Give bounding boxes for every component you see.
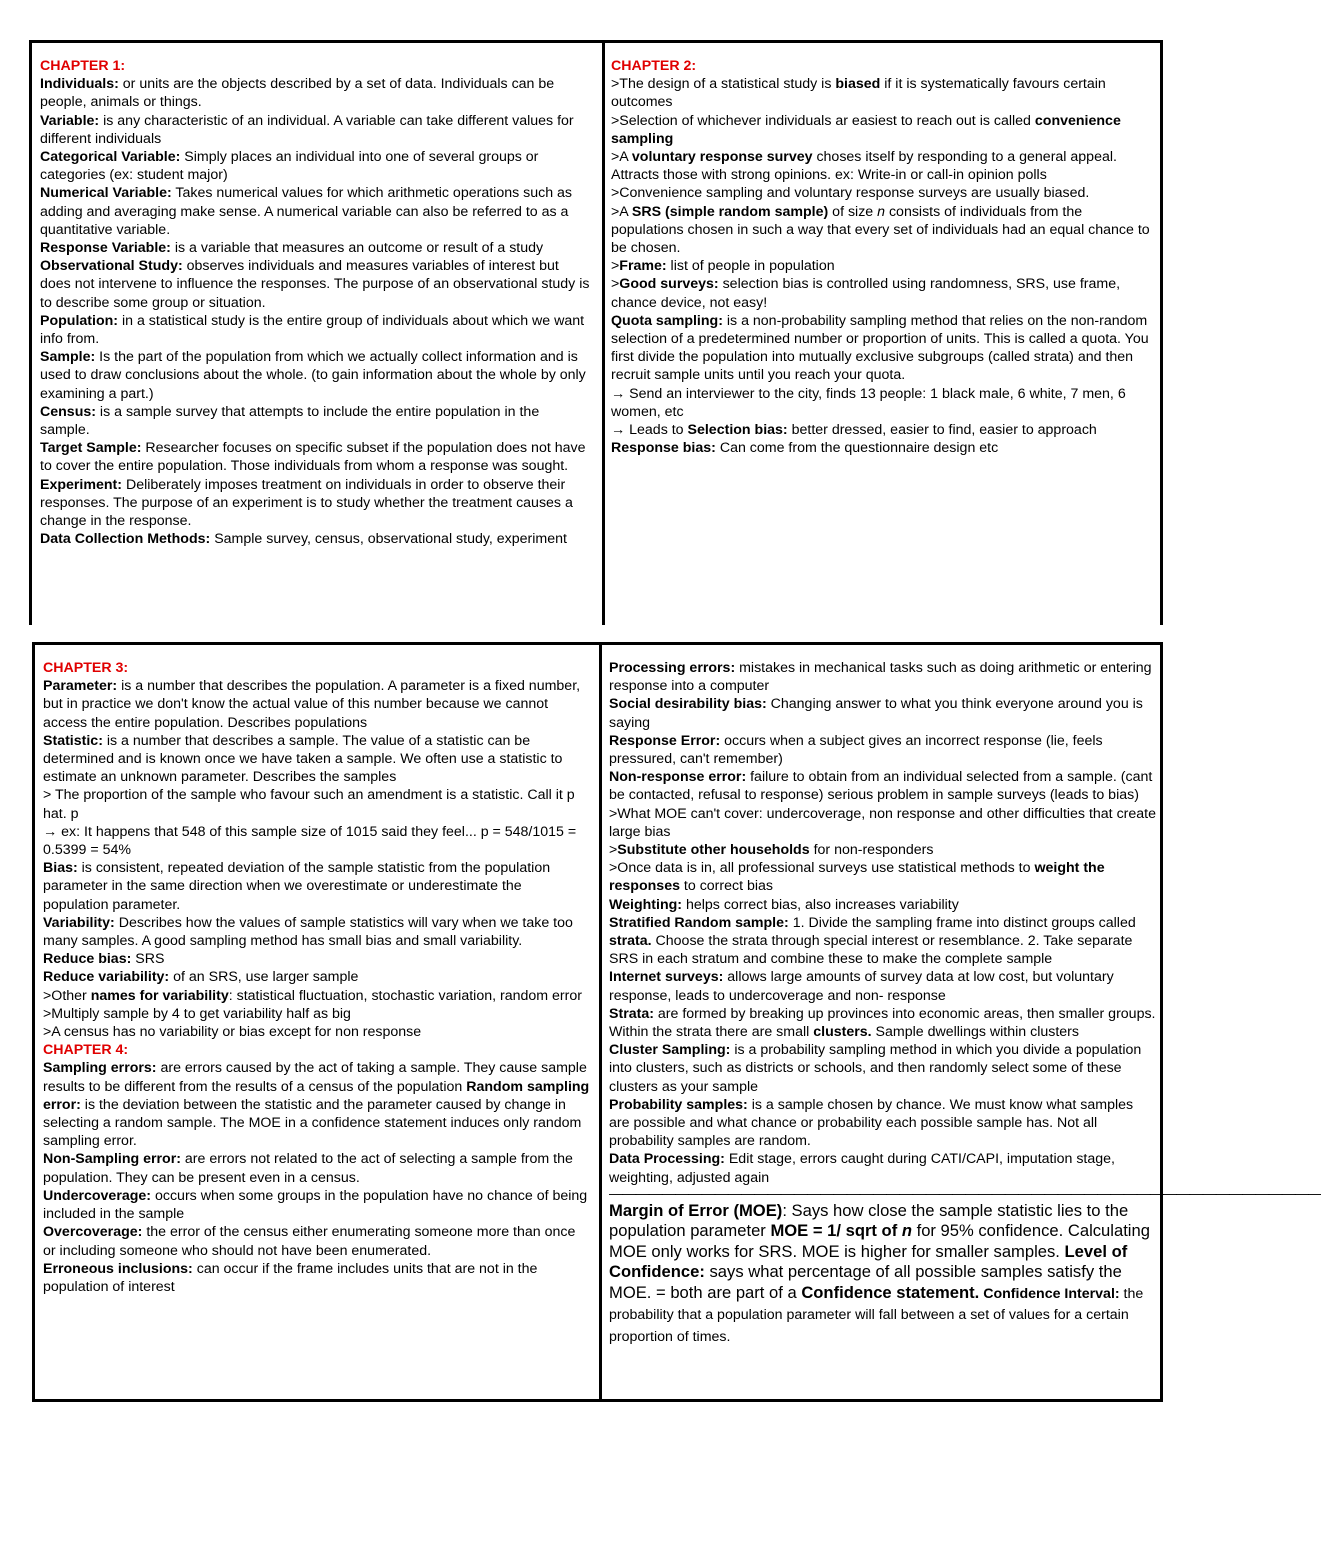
column-divider	[599, 645, 602, 1399]
definition: Weighting: helps correct bias, also increases variability	[609, 896, 959, 913]
note: >Other names for variability: statistical fluctuation, stochastic variation, random error	[43, 987, 582, 1004]
column-divider	[602, 43, 605, 625]
definition: Cluster Sampling: is a probability sampling method in which you divide a population into clusters, such as districts or schools, and then randomly select some of these clusters as your sample	[609, 1042, 1142, 1095]
definition: Parameter: is a number that describes the population. A parameter is a fixed number, but in practice we don't know the actual value of this number because we cannot access the entire population. Describes populations	[43, 678, 581, 731]
note: > The proportion of the sample who favour such an amendment is a statistic. Call it p hat. p	[43, 787, 575, 822]
chapter-2-title: CHAPTER 2:	[611, 58, 697, 74]
chapter-3-title: CHAPTER 3:	[43, 660, 129, 676]
definition: Target Sample: Researcher focuses on specific subset if the population does not have to cover the entire population. Those individuals from whom a response was sought.	[40, 440, 586, 475]
note: >The design of a statistical study is biased if it is systematically favours certain outcomes	[611, 76, 1106, 111]
note: >Good surveys: selection bias is controlled using randomness, SRS, use frame, chance device, not easy!	[611, 276, 1121, 311]
definition: Processing errors: mistakes in mechanical tasks such as doing arithmetic or entering response into a computer	[609, 660, 1152, 695]
note: >Once data is in, all professional surveys use statistical methods to weight the responses to correct bias	[609, 860, 1105, 895]
top-table	[29, 40, 1163, 625]
definition: Numerical Variable: Takes numerical values for which arithmetic operations such as adding and averaging make sense. A numerical variable can also be referred to as a quantitative variable.	[40, 185, 573, 238]
note: >Selection of whichever individuals ar easiest to reach out is called convenience sampling	[611, 112, 1121, 147]
definition: Non-response error: failure to obtain from an individual selected from a sample. (cant be contacted, refusal to response) serious problem in sample surveys (leads to bias)	[609, 769, 1153, 804]
definition: Strata: are formed by breaking up provinces into economic areas, then smaller groups. Within the strata there are small clusters. Sample dwellings within clusters	[609, 1005, 1156, 1041]
note: → ex: It happens that 548 of this sample size of 1015 said they feel... p = 548/1015 = 0.5399 = 54%	[43, 823, 577, 859]
definition: Bias: is consistent, repeated deviation of the sample statistic from the population parameter in the same direction when we overestimate or underestimate the population parameter.	[43, 860, 551, 913]
definition: Non-Sampling error: are errors not related to the act of selecting a sample from the population. They can be present even in a census.	[43, 1151, 573, 1186]
definition: Data Processing: Edit stage, errors caught during CATI/CAPI, imputation stage, weighting, adjusted again	[609, 1151, 1115, 1186]
definition: Observational Study: observes individuals and measures variables of interest but does not intervene to influence the responses. The purpose of an observational study is to describe some group or situation.	[40, 258, 590, 311]
note: >What MOE can't cover: undercoverage, non response and other difficulties that create large bias	[609, 805, 1157, 840]
definition: Sampling errors: are errors caused by the act of taking a sample. They cause sample results to be different from the results of a census of the population Random sampling error: is the deviation between the statistic and the parameter caused by change in selecting a random sample. The MOE in a confidence statement induces only random sampling error.	[43, 1060, 590, 1150]
note: >Frame: list of people in population	[611, 258, 835, 275]
chapter-3-4-cell	[43, 659, 591, 1296]
definition: Response Variable: is a variable that measures an outcome or result of a study	[40, 240, 544, 257]
definition: Probability samples: is a sample chosen by chance. We must know what samples are possible and what chance or probability each possible sample has. Not all probability samples are random.	[609, 1096, 1134, 1150]
definition: Reduce variability: of an SRS, use larger sample	[43, 969, 359, 986]
note: >A SRS (simple random sample) of size n consists of individuals from the populations chosen in such a way that every set of individuals had an equal chance to be chosen.	[611, 203, 1150, 257]
definition: Internet surveys: allows large amounts of survey data at low cost, but voluntary response, leads to undercoverage and non- response	[609, 969, 1114, 1004]
chapter-1-title: CHAPTER 1:	[40, 58, 126, 74]
right-notes-cell	[609, 659, 1321, 1347]
note: → Send an interviewer to the city, finds 13 people: 1 black male, 6 white, 7 men, 6 women, etc	[611, 385, 1126, 420]
definition: Overcoverage: the error of the census either enumerating someone more than once or including someone who should not have been enumerated.	[43, 1224, 576, 1259]
definition: Quota sampling: is a non-probability sampling method that relies on the non-random selection of a predetermined number or proportion of units. This is called a quota. You first divide the population into mutually exclusive subgroups (called strata) and then recruit sample units until you reach your quota.	[611, 312, 1149, 384]
definition: Sample: Is the part of the population from which we actually collect information and is used to draw conclusions about the whole. (to gain information about the whole by only examining a part.)	[40, 349, 586, 402]
definition: Variability: Describes how the values of sample statistics will vary when we take too many samples. A good sampling method has small bias and small variability.	[43, 914, 573, 950]
definition: Census: is a sample survey that attempts to include the entire population in the sample.	[40, 403, 540, 439]
definition: Variable: is any characteristic of an individual. A variable can take different values for different individuals	[40, 112, 574, 147]
definition: Response bias: Can come from the questionnaire design etc	[611, 440, 999, 457]
note: >A census has no variability or bias except for non response	[43, 1024, 422, 1041]
separator-line: ——————————————————————————————————————————————————————	[609, 1185, 1321, 1202]
note: → Leads to Selection bias: better dressed, easier to find, easier to approach	[611, 422, 1097, 439]
definition: Statistic: is a number that describes a sample. The value of a statistic can be determined and is known once we have taken a sample. We often use a statistic to estimate an unknown parameter. Describes the samples	[43, 732, 563, 786]
definition: Experiment: Deliberately imposes treatment on individuals in order to observe their responses. The purpose of an experiment is to study whether the treatment causes a change in the response.	[40, 476, 573, 530]
chapter-1-cell	[40, 57, 592, 548]
note: >Multiply sample by 4 to get variability half as big	[43, 1005, 351, 1022]
bottom-table	[32, 642, 1321, 1402]
definition: Population: in a statistical study is the entire group of individuals about which we want info from.	[40, 312, 585, 348]
chapter-2-cell	[611, 57, 1156, 457]
moe-paragraph: Margin of Error (MOE): Says how close the sample statistic lies to the population parameter MOE = 1/ sqrt of n for 95% confidence. Calculating MOE only works for SRS. MOE is higher for smaller samples. Level of Confidence: says what percentage of all possible samples satisfy the MOE. = both are part of a Confidence statement. Confidence Interval: the probability that a population parameter will fall between a set of values for a certain proportion of times.	[609, 1200, 1150, 1345]
definition: Categorical Variable: Simply places an individual into one of several groups or categories (ex: student major)	[40, 149, 539, 184]
note: >A voluntary response survey choses itself by responding to a general appeal. Attracts those with strong opinions. ex: Write-in or call-in opinion polls	[611, 149, 1117, 184]
definition: Individuals: or units are the objects described by a set of data. Individuals can be people, animals or things.	[40, 76, 555, 111]
definition: Response Error: occurs when a subject gives an incorrect response (lie, feels pressured, can't remember)	[609, 732, 1103, 768]
definition: Erroneous inclusions: can occur if the frame includes units that are not in the population of interest	[43, 1260, 538, 1295]
definition: Data Collection Methods: Sample survey, census, observational study, experiment	[40, 531, 567, 548]
note: >Convenience sampling and voluntary response surveys are usually biased.	[611, 185, 1090, 202]
definition: Stratified Random sample: 1. Divide the sampling frame into distinct groups called strata. Choose the strata through special interest or resemblance. 2. Take separate SRS in each stratum and combine these to make the complete sample	[609, 914, 1136, 968]
chapter-4-title: CHAPTER 4:	[43, 1042, 129, 1059]
definition: Reduce bias: SRS	[43, 951, 165, 968]
definition: Undercoverage: occurs when some groups in the population have no chance of being included in the sample	[43, 1187, 588, 1223]
note: >Substitute other households for non-responders	[609, 842, 934, 859]
definition: Social desirability bias: Changing answer to what you think everyone around you is saying	[609, 696, 1143, 731]
